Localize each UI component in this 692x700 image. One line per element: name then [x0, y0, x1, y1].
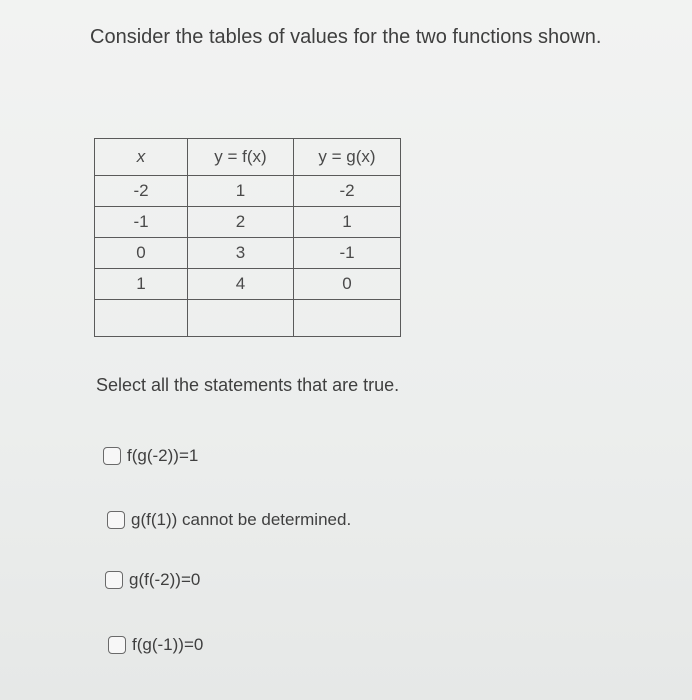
table-cell: -1 — [95, 207, 188, 238]
table-cell: -2 — [294, 176, 401, 207]
table-cell: 3 — [188, 238, 294, 269]
table-cell: 1 — [95, 269, 188, 300]
option-4-checkbox[interactable] — [108, 636, 126, 654]
question-prompt: Consider the tables of values for the two functions shown. — [90, 26, 602, 48]
option-2[interactable] — [107, 510, 351, 530]
header-f: y = f(x) — [188, 139, 294, 176]
option-2-checkbox[interactable] — [107, 511, 125, 529]
option-4[interactable] — [108, 635, 203, 655]
option-2-label: g(f(1)) cannot be determined. — [131, 510, 352, 529]
table-cell: 1 — [294, 207, 401, 238]
option-1[interactable] — [103, 446, 198, 466]
function-values-table — [94, 138, 401, 337]
table-cell: -1 — [294, 238, 401, 269]
table-cell: 0 — [294, 269, 401, 300]
table-cell: -2 — [95, 176, 188, 207]
option-1-checkbox[interactable] — [103, 447, 121, 465]
header-g: y = g(x) — [294, 139, 401, 176]
table-row — [95, 238, 401, 269]
table-cell: 0 — [95, 238, 188, 269]
table-cell: 2 — [188, 207, 294, 238]
table-cell — [188, 300, 294, 337]
table-row — [95, 207, 401, 238]
header-x: x — [95, 139, 188, 176]
table-row — [95, 176, 401, 207]
option-3-checkbox[interactable] — [105, 571, 123, 589]
table-cell — [95, 300, 188, 337]
table-row-empty — [95, 300, 401, 337]
option-4-label: f(g(-1))=0 — [132, 635, 204, 654]
option-3[interactable] — [105, 570, 200, 590]
table-cell: 1 — [188, 176, 294, 207]
option-1-label: f(g(-2))=1 — [127, 446, 199, 465]
table-cell: 4 — [188, 269, 294, 300]
option-3-label: g(f(-2))=0 — [129, 570, 201, 589]
table-header-row — [95, 139, 401, 176]
table-row — [95, 269, 401, 300]
instruction-text: Select all the statements that are true. — [96, 375, 400, 395]
table-cell — [294, 300, 401, 337]
